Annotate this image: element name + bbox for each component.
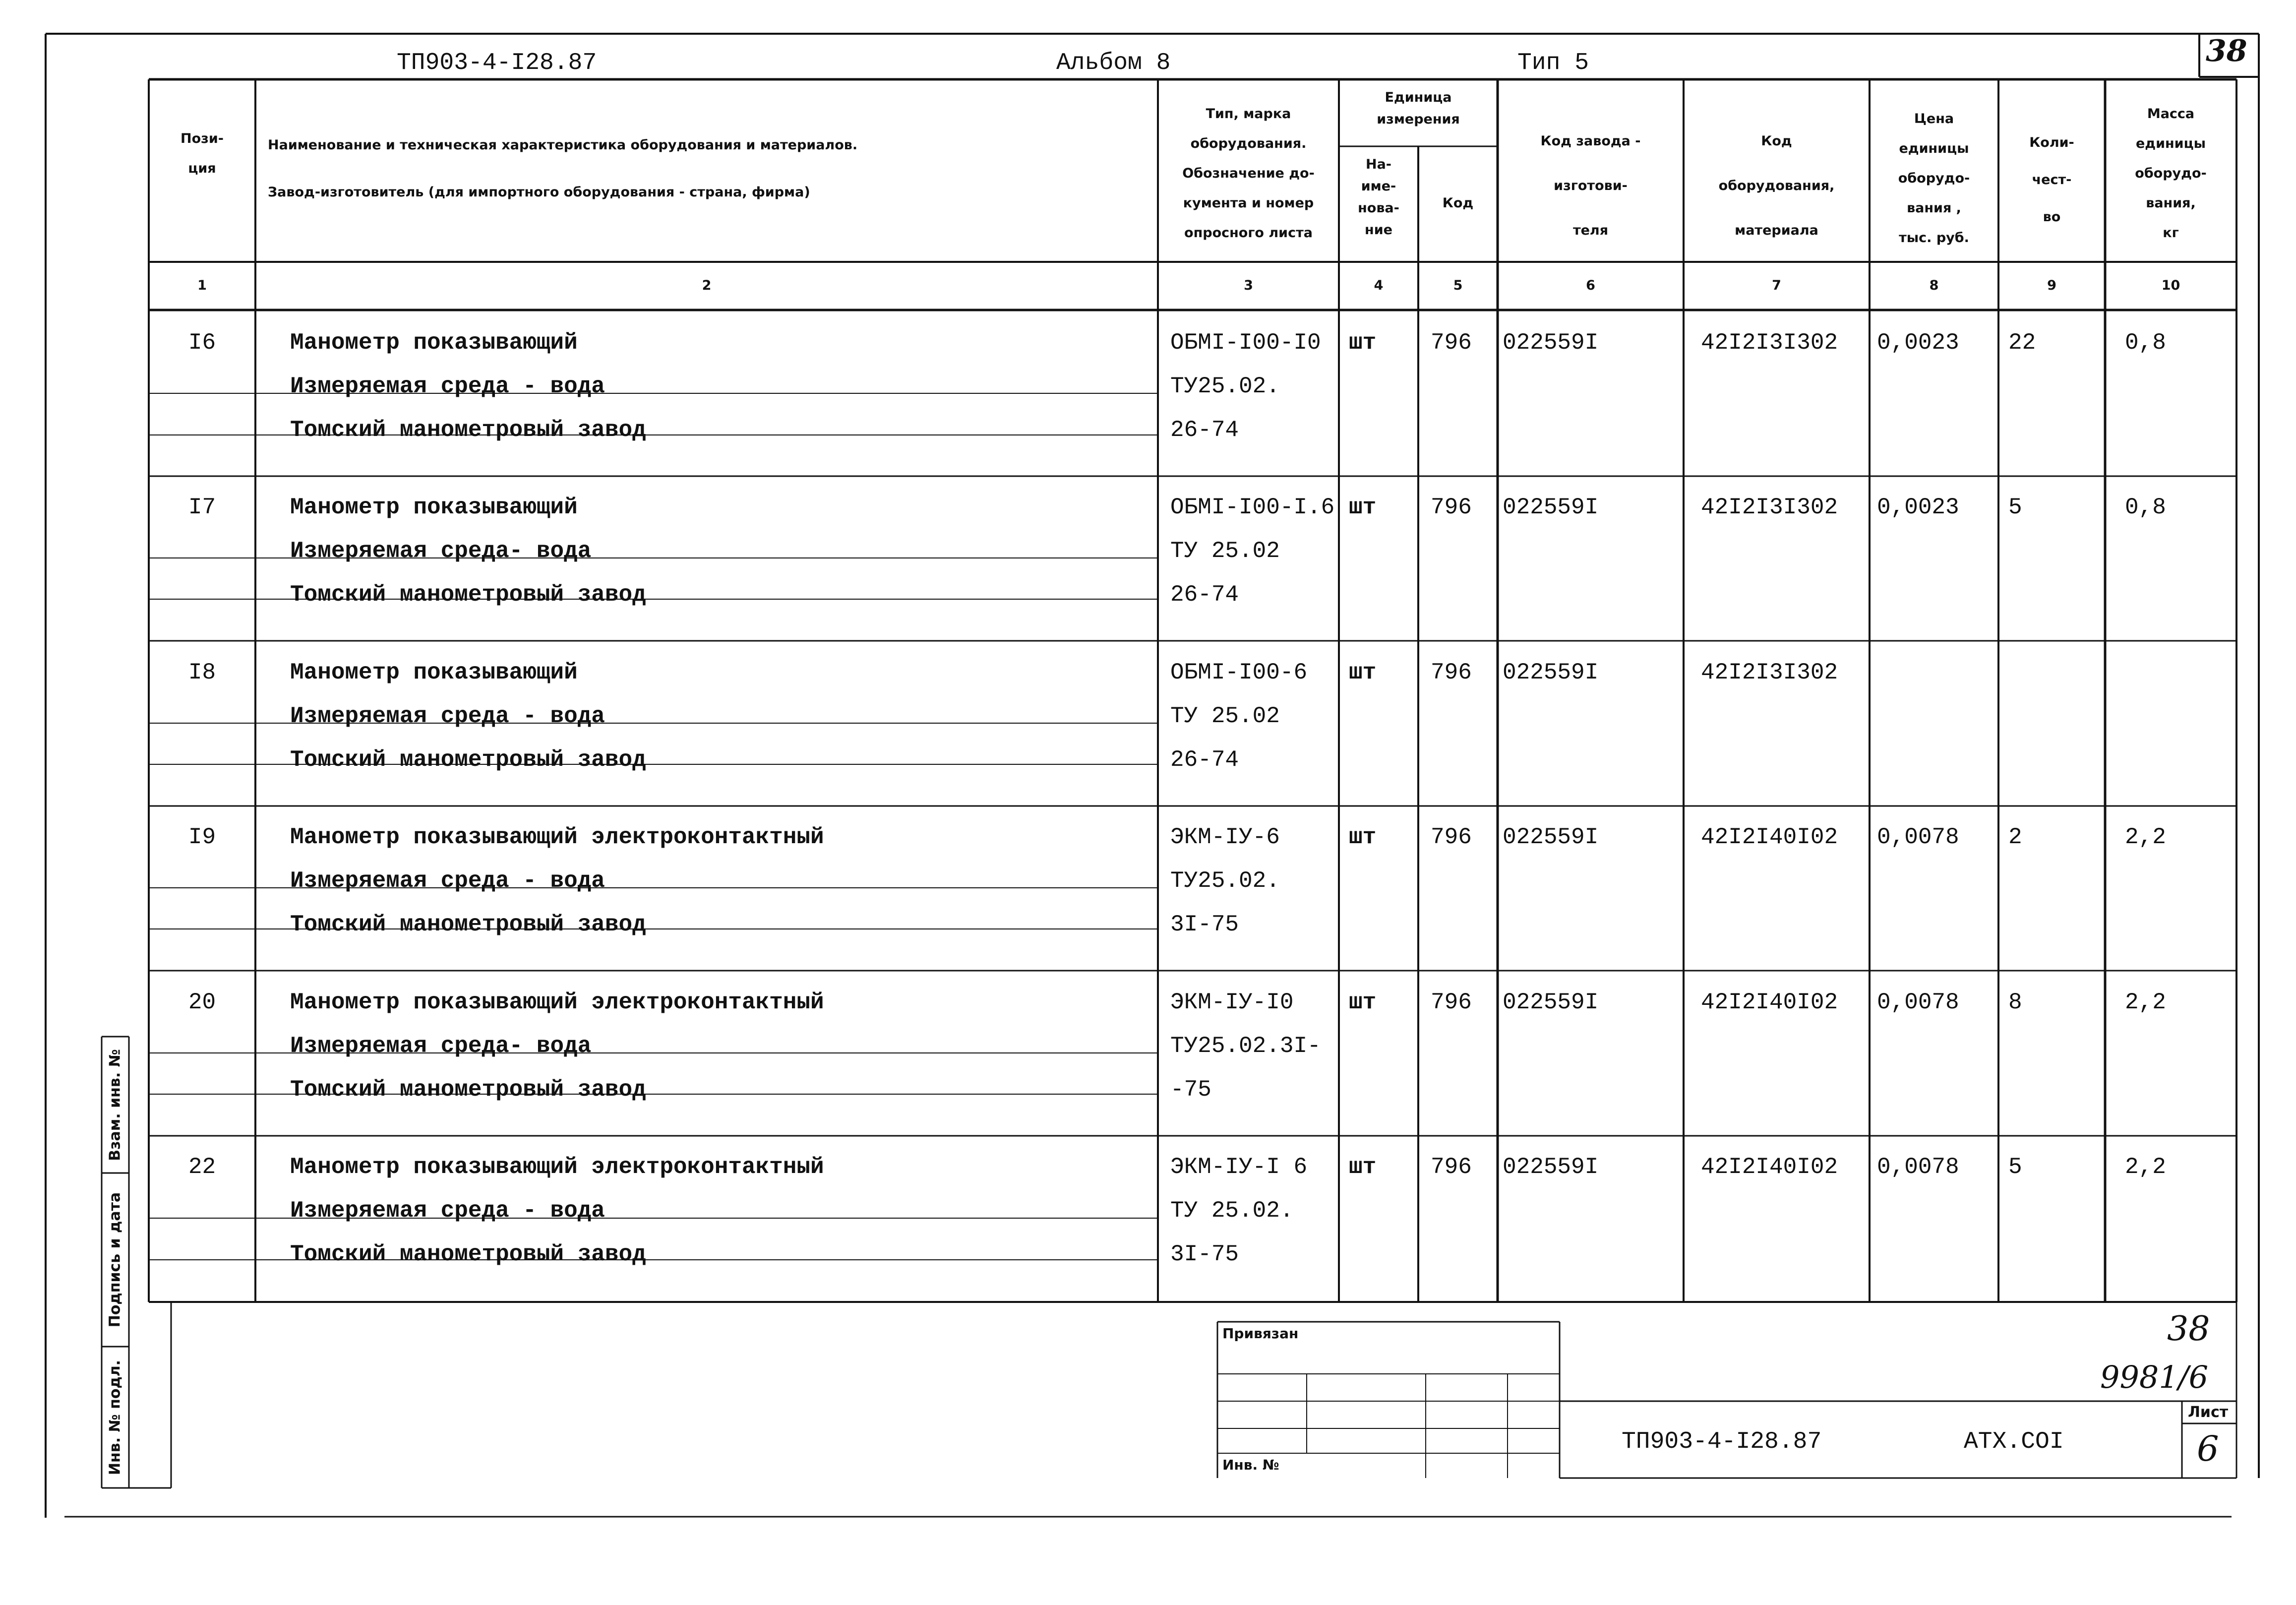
row-name: Манометр показывающий электроконтактный xyxy=(290,989,824,1015)
row-name: Манометр показывающий xyxy=(290,330,578,356)
row-unit-price: 0,0023 xyxy=(1877,494,1959,520)
list-number: 6 xyxy=(2197,1428,2219,1469)
row-position: 20 xyxy=(188,989,216,1015)
row-maker: Томский манометровый завод xyxy=(290,1241,646,1267)
row-doc-line2: 26-74 xyxy=(1170,747,1239,773)
row-spec: Измеряемая среда- вода xyxy=(290,538,592,564)
row-unit-code: 796 xyxy=(1431,1154,1472,1180)
row-unit-price: 0,0023 xyxy=(1877,330,1959,356)
col-num-8: 8 xyxy=(1929,278,1939,293)
row-doc-line1: ТУ25.02.3I- xyxy=(1170,1033,1321,1059)
row-quantity: 2 xyxy=(2008,824,2022,850)
row-doc-line2: -75 xyxy=(1170,1077,1211,1103)
row-unit-mass: 0,8 xyxy=(2125,494,2166,520)
row-quantity: 5 xyxy=(2008,494,2022,520)
col-header-5: Код xyxy=(1442,195,1474,211)
row-type-mark: ЭКМ-IУ-I 6 xyxy=(1170,1154,1308,1180)
row-quantity: 5 xyxy=(2008,1154,2022,1180)
row-spec: Измеряемая среда - вода xyxy=(290,1198,605,1224)
row-quantity: 8 xyxy=(2008,989,2022,1015)
row-quantity: 22 xyxy=(2008,330,2036,356)
row-maker: Томский манометровый завод xyxy=(290,1077,646,1103)
row-type-mark: ЭКМ-IУ-I0 xyxy=(1170,989,1294,1015)
side-stamp-podpis: Подпись и дата xyxy=(106,1192,124,1328)
row-doc-line1: ТУ 25.02 xyxy=(1170,538,1280,564)
row-unit-mass: 2,2 xyxy=(2125,824,2166,850)
unit-group-header: Единица измерения xyxy=(1377,90,1460,127)
row-name: Манометр показывающий электроконтактный xyxy=(290,824,824,850)
col-header-9: Коли- чест- во xyxy=(2029,135,2074,225)
row-unit-mass: 0,8 xyxy=(2125,330,2166,356)
row-position: 22 xyxy=(188,1154,216,1180)
col-num-6: 6 xyxy=(1586,278,1595,293)
col-num-9: 9 xyxy=(2047,278,2056,293)
footer-doc-code: АТХ.СОI xyxy=(1964,1428,2064,1455)
col-num-7: 7 xyxy=(1772,278,1781,293)
row-equipment-code: 42I2I40I02 xyxy=(1701,989,1838,1015)
row-name: Манометр показывающий электроконтактный xyxy=(290,1154,824,1180)
privyazan-label: Привязан xyxy=(1222,1325,1299,1342)
row-name: Манометр показывающий xyxy=(290,660,578,685)
side-stamp-vzam: Взам. инв. № xyxy=(106,1049,124,1161)
row-plant-code: 022559I xyxy=(1503,989,1599,1015)
col-num-2: 2 xyxy=(702,278,712,293)
col-num-4: 4 xyxy=(1374,278,1384,293)
row-doc-line2: 26-74 xyxy=(1170,417,1239,443)
row-unit-mass: 2,2 xyxy=(2125,1154,2166,1180)
footer-project-code: ТП903-4-I28.87 xyxy=(1622,1428,1822,1455)
handwritten-38: 38 xyxy=(2167,1309,2210,1349)
row-plant-code: 022559I xyxy=(1503,824,1599,850)
col-header-7: Код оборудования, материала xyxy=(1718,133,1835,238)
col-num-10: 10 xyxy=(2161,278,2180,293)
col-header-4: На- име- нова- ние xyxy=(1358,157,1399,238)
row-unit-name: шт xyxy=(1349,989,1377,1015)
row-equipment-code: 42I2I40I02 xyxy=(1701,824,1838,850)
row-maker: Томский манометровый завод xyxy=(290,912,646,937)
row-unit-name: шт xyxy=(1349,824,1377,850)
row-doc-line2: 3I-75 xyxy=(1170,912,1239,937)
row-plant-code: 022559I xyxy=(1503,494,1599,520)
project-code: ТП903-4-I28.87 xyxy=(397,50,597,76)
col-header-8: Цена единицы оборудо- вания , тыс. руб. xyxy=(1898,111,1970,246)
col-header-2: Наименование и техническая характеристика оборудования и материалов. Завод-изготовитель (для импортного оборудования - страна, фирма) xyxy=(268,137,858,200)
row-unit-code: 796 xyxy=(1431,494,1472,520)
row-type-mark: ОБМI-I00-6 xyxy=(1170,660,1308,685)
row-doc-line2: 3I-75 xyxy=(1170,1241,1239,1267)
row-doc-line1: ТУ25.02. xyxy=(1170,868,1280,894)
handwritten-archive-number: 9981/6 xyxy=(2100,1359,2209,1395)
row-spec: Измеряемая среда - вода xyxy=(290,703,605,729)
row-equipment-code: 42I2I3I302 xyxy=(1701,330,1838,356)
row-unit-name: шт xyxy=(1349,1154,1377,1180)
list-label: Лист xyxy=(2188,1404,2229,1421)
row-unit-name: шт xyxy=(1349,330,1377,356)
sheet-corner-number: 38 xyxy=(2206,34,2247,68)
col-header-10: Масса единицы оборудо- вания, кг xyxy=(2135,106,2207,241)
col-num-3: 3 xyxy=(1244,278,1253,293)
row-unit-price: 0,0078 xyxy=(1877,824,1959,850)
row-spec: Измеряемая среда- вода xyxy=(290,1033,592,1059)
row-position: I9 xyxy=(188,824,216,850)
row-unit-name: шт xyxy=(1349,660,1377,685)
inv-no-label: Инв. № xyxy=(1222,1457,1279,1473)
row-unit-name: шт xyxy=(1349,494,1377,520)
row-unit-price: 0,0078 xyxy=(1877,1154,1959,1180)
col-header-1: Пози- ция xyxy=(181,131,224,176)
row-position: I7 xyxy=(188,494,216,520)
row-position: I8 xyxy=(188,660,216,685)
row-type-mark: ЭКМ-IУ-6 xyxy=(1170,824,1280,850)
row-doc-line1: ТУ25.02. xyxy=(1170,373,1280,399)
row-unit-price: 0,0078 xyxy=(1877,989,1959,1015)
row-spec: Измеряемая среда - вода xyxy=(290,373,605,399)
row-doc-line1: ТУ 25.02 xyxy=(1170,703,1280,729)
col-num-5: 5 xyxy=(1453,278,1463,293)
row-plant-code: 022559I xyxy=(1503,660,1599,685)
row-type-mark: ОБМI-I00-I.6 xyxy=(1170,494,1335,520)
row-maker: Томский манометровый завод xyxy=(290,747,646,773)
col-header-6: Код завода - изготови- теля xyxy=(1540,133,1641,238)
row-unit-mass: 2,2 xyxy=(2125,989,2166,1015)
row-maker: Томский манометровый завод xyxy=(290,417,646,443)
row-unit-code: 796 xyxy=(1431,824,1472,850)
row-maker: Томский манометровый завод xyxy=(290,582,646,608)
row-equipment-code: 42I2I3I302 xyxy=(1701,494,1838,520)
type-label: Тип 5 xyxy=(1517,50,1589,76)
row-spec: Измеряемая среда - вода xyxy=(290,868,605,894)
row-plant-code: 022559I xyxy=(1503,1154,1599,1180)
col-header-3: Тип, марка оборудования. Обозначение до- кумента и номер опросного листа xyxy=(1182,106,1315,241)
row-type-mark: ОБМI-I00-I0 xyxy=(1170,330,1321,356)
row-plant-code: 022559I xyxy=(1503,330,1599,356)
row-unit-code: 796 xyxy=(1431,989,1472,1015)
row-unit-code: 796 xyxy=(1431,330,1472,356)
row-position: I6 xyxy=(188,330,216,356)
row-name: Манометр показывающий xyxy=(290,494,578,520)
row-doc-line1: ТУ 25.02. xyxy=(1170,1198,1294,1224)
album-label: Альбом 8 xyxy=(1056,50,1171,76)
row-equipment-code: 42I2I3I302 xyxy=(1701,660,1838,685)
col-num-1: 1 xyxy=(197,278,207,293)
row-unit-code: 796 xyxy=(1431,660,1472,685)
row-equipment-code: 42I2I40I02 xyxy=(1701,1154,1838,1180)
side-stamp-inv: Инв. № подл. xyxy=(106,1359,124,1476)
row-doc-line2: 26-74 xyxy=(1170,582,1239,608)
